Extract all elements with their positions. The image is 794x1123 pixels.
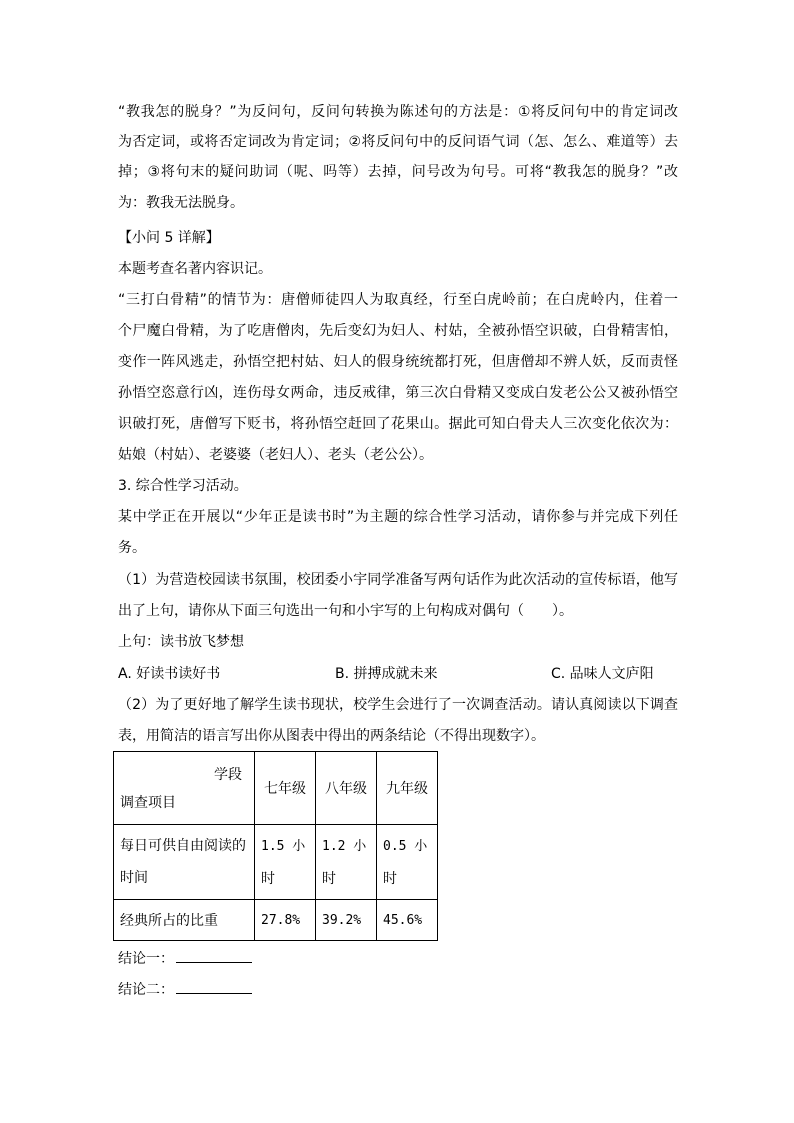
paragraph-line: 某中学正在开展以“少年正是读书时”为主题的综合性学习活动，请你参与并完成下列任: [118, 509, 678, 525]
paragraph-line: 表，用简洁的语言写出你从图表中得出的两条结论（不得出现数字）。: [118, 728, 545, 744]
option-c: C. 品味人文庐阳: [551, 666, 654, 682]
table-row: [114, 900, 438, 941]
survey-table: [113, 751, 438, 941]
cell-value: 时: [322, 870, 336, 887]
section-heading: 【小问 5 详解】: [118, 230, 220, 246]
paragraph-line: （2）为了更好地了解学生读书现状，校学生会进行了一次调查活动。请认真阅读以下调查: [118, 697, 678, 713]
paragraph-line: 孙悟空恣意行凶，连伤母女两命，违反戒律，第三次白骨精又变成白发老公公又被孙悟空: [118, 385, 678, 401]
cell-value: 1.2 小: [322, 838, 367, 854]
table-header-row: [114, 752, 438, 825]
paragraph-line: 个尸魔白骨精，为了吃唐僧肉，先后变幻为妇人、村姑，全被孙悟空识破，白骨精害怕，: [118, 323, 678, 339]
upper-line-text: 上句：读书放飞梦想: [118, 634, 244, 650]
paragraph-line: 为否定词，或将否定词改为肯定词；②将反问句中的反问语气词（怎、怎么、难道等）去: [118, 134, 678, 150]
paragraph-line: 本题考查名著内容识记。: [118, 261, 272, 277]
paragraph-line: 出了上句，请你从下面三句选出一句和小宇写的上句构成对偶句（ ）。: [118, 603, 573, 619]
table-cell: 45.6%: [377, 900, 438, 941]
table-row: [114, 825, 438, 900]
row-label-line: 时间: [120, 870, 148, 886]
table-cell: [316, 825, 377, 900]
paragraph-line: 掉；③将句末的疑问助词（呢、吗等）去掉，问号改为句号。可将“教我怎的脱身？”改: [118, 164, 678, 180]
grade-header: 七年级: [255, 752, 316, 825]
corner-label-bottom: 调查项目: [120, 795, 176, 811]
question-title: 3. 综合性学习活动。: [118, 478, 248, 494]
answer-blank[interactable]: [176, 979, 252, 994]
table-cell: 39.2%: [316, 900, 377, 941]
conclusion-label: 结论一：: [118, 951, 174, 967]
table-cell: [377, 825, 438, 900]
paragraph-line: 识破打死，唐僧写下贬书，将孙悟空赶回了花果山。据此可知白骨夫人三次变化依次为：: [118, 416, 678, 432]
paragraph-line: 务。: [118, 540, 146, 556]
row-label-line: 每日可供自由阅读的: [120, 838, 246, 854]
corner-label-top: 学段: [214, 767, 242, 783]
option-a: A. 好读书读好书: [118, 666, 221, 682]
grade-header: 八年级: [316, 752, 377, 825]
paragraph-line: 姑娘（村姑）、老婆婆（老妇人）、老头（老公公）。: [118, 447, 433, 463]
cell-value: 0.5 小: [383, 838, 428, 854]
conclusion-label: 结论二：: [118, 982, 174, 998]
cell-value: 1.5 小: [261, 838, 306, 854]
paragraph-line: （1）为营造校园读书氛围，校团委小宇同学准备写两句话作为此次活动的宣传标语，他写: [118, 572, 678, 588]
table-cell: 27.8%: [255, 900, 316, 941]
paragraph-line: “三打白骨精”的情节为：唐僧师徒四人为取真经，行至白虎岭前；在白虎岭内，住着一: [118, 292, 678, 308]
table-corner-cell: [114, 752, 255, 825]
cell-value: 时: [261, 870, 275, 887]
table-cell: [255, 825, 316, 900]
row-label: 经典所占的比重: [114, 900, 255, 941]
row-label: [114, 825, 255, 900]
answer-blank[interactable]: [176, 948, 252, 963]
paragraph-line: 变作一阵风逃走，孙悟空把村姑、妇人的假身统统都打死，但唐僧却不辨人妖，反而责怪: [118, 354, 678, 370]
option-b: B. 拼搏成就未来: [335, 666, 438, 682]
conclusion-two: [118, 979, 252, 1000]
conclusion-one: [118, 948, 252, 969]
paragraph-line: 为：教我无法脱身。: [118, 195, 244, 211]
cell-value: 时: [383, 870, 397, 887]
paragraph-line: “教我怎的脱身？”为反问句，反问句转换为陈述句的方法是：①将反问句中的肯定词改: [118, 104, 678, 120]
grade-header: 九年级: [377, 752, 438, 825]
